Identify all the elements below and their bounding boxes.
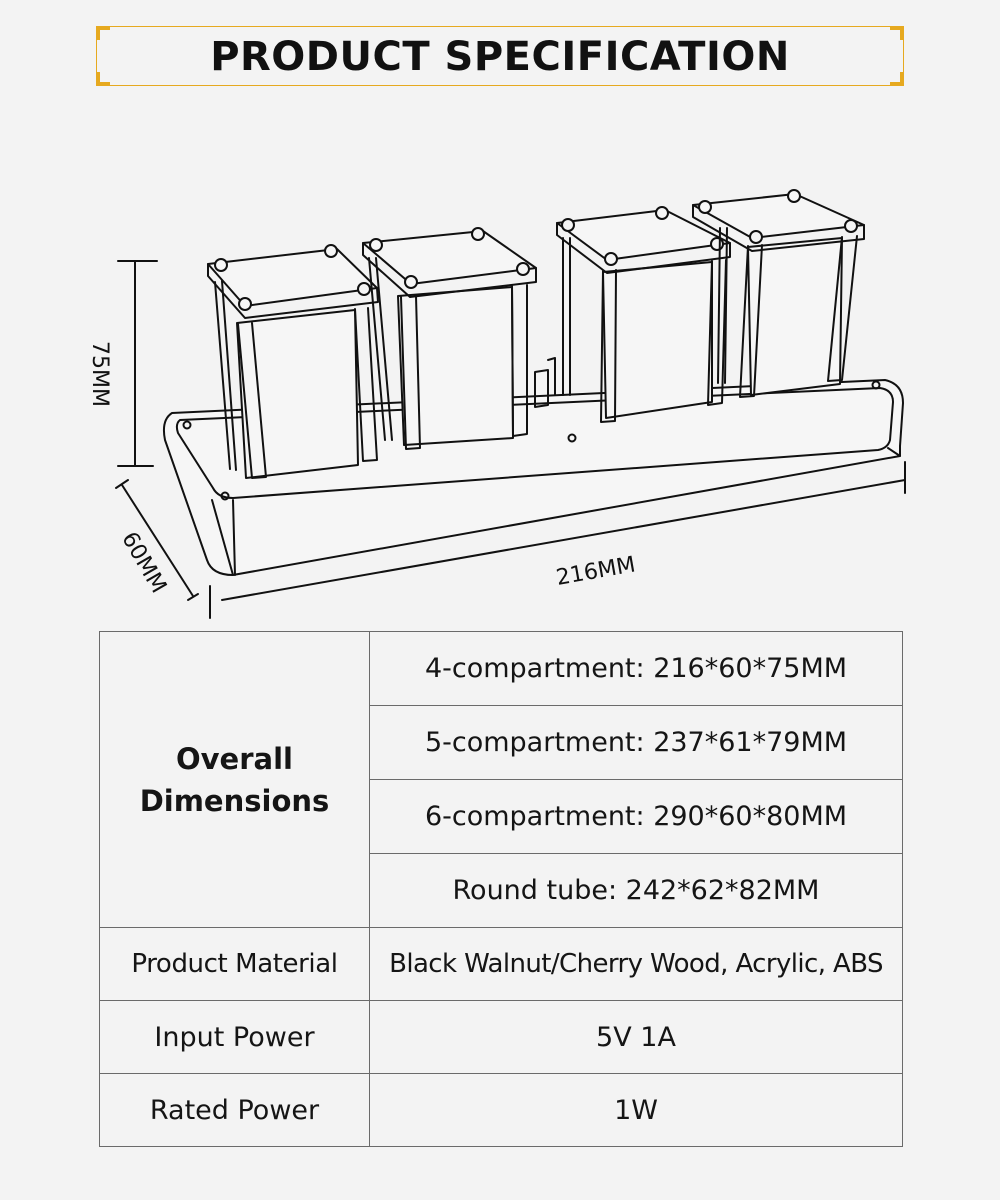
width-dimension-label: 216MM	[554, 552, 638, 591]
height-dimension-label: 75MM	[87, 341, 112, 407]
page-title: PRODUCT SPECIFICATION	[210, 34, 790, 80]
overall-dimensions-label-line2: Dimensions	[139, 783, 330, 818]
compartment-2	[363, 228, 536, 449]
title-frame	[96, 26, 904, 86]
frame-line-bottom	[110, 85, 890, 86]
material-value: Black Walnut/Cherry Wood, Acrylic, ABS	[370, 928, 903, 1001]
input-power-label: Input Power	[100, 1001, 370, 1074]
dimension-value-4-compartment: 4-compartment: 216*60*75MM	[370, 632, 903, 706]
rated-power-value: 1W	[370, 1074, 903, 1147]
product-line-drawing	[0, 170, 1000, 630]
dimension-value-6-compartment: 6-compartment: 290*60*80MM	[370, 780, 903, 854]
overall-dimensions-label-line1: Overall	[176, 741, 293, 776]
table-row	[100, 1001, 903, 1074]
overall-dimensions-header	[100, 632, 370, 928]
table-row	[100, 632, 903, 706]
table-row	[100, 1074, 903, 1147]
compartment-4	[693, 190, 864, 397]
compartment-3	[557, 207, 730, 422]
depth-dimension-label: 60MM	[116, 527, 171, 598]
material-label: Product Material	[100, 928, 370, 1001]
frame-line-top	[110, 26, 890, 27]
input-power-value: 5V 1A	[370, 1001, 903, 1074]
dimension-value-5-compartment: 5-compartment: 237*61*79MM	[370, 706, 903, 780]
rated-power-label: Rated Power	[100, 1074, 370, 1147]
dimension-value-round-tube: Round tube: 242*62*82MM	[370, 854, 903, 928]
table-row	[100, 928, 903, 1001]
compartment-1	[208, 245, 378, 478]
spec-table	[99, 631, 903, 1147]
